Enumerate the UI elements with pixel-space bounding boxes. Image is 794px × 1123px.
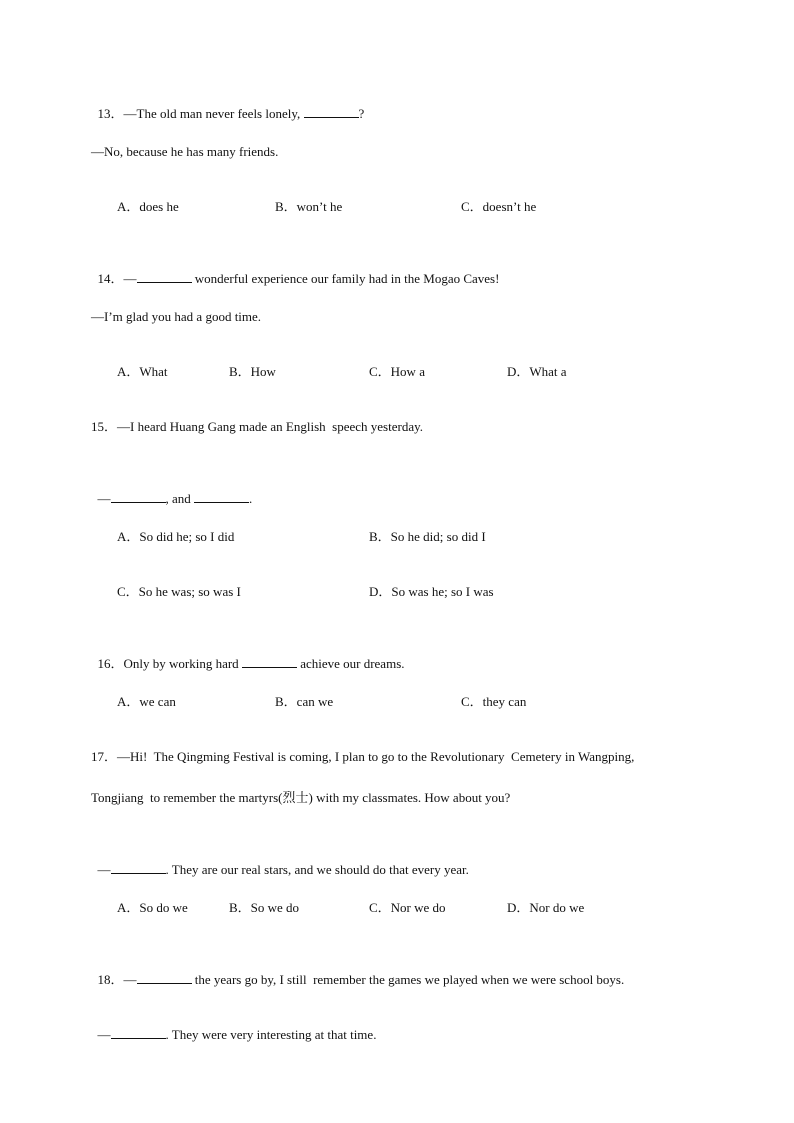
q13-option-b: B．won’t he (275, 199, 343, 214)
q17-stem-line2: Tongjiang to remember the martyrs(烈士) with my classmates. How about you? (91, 790, 511, 805)
answer-blank (304, 105, 359, 118)
answer-blank (111, 490, 166, 503)
q18-reply (91, 1010, 376, 1043)
q15-option-b: B．So he did; so did I (369, 529, 486, 544)
q15-reply-dash: — (97, 491, 111, 506)
answer-blank (137, 971, 192, 984)
q16-option-a: A．we can (117, 694, 176, 709)
q14-stem (91, 254, 499, 287)
q15-option-c: C．So he was; so was I (117, 584, 241, 599)
answer-blank (111, 1026, 166, 1039)
q15-option-d: D．So was he; so I was (369, 584, 494, 599)
q14-option-d: D．What a (507, 364, 567, 379)
q13-stem-text: 13．—The old man never feels lonely, (97, 106, 304, 121)
q14-stem-text: 14．— (97, 271, 137, 286)
q18-reply-end: . They were very interesting at that time. (165, 1027, 377, 1042)
q15-stem: 15．—I heard Huang Gang made an English speech yesterday. (91, 419, 423, 434)
answer-blank (242, 655, 297, 668)
q15-reply-mid: , and (165, 491, 195, 506)
q13-stem-end: ? (358, 106, 365, 121)
q16-stem (91, 639, 405, 672)
q14-stem-end: wonderful experience our family had in the Mogao Caves! (191, 271, 500, 286)
q14-option-c: C．How a (369, 364, 425, 379)
q16-option-b: B．can we (275, 694, 334, 709)
answer-blank (137, 270, 192, 283)
q17-option-b: B．So we do (229, 900, 300, 915)
q17-stem-line1: 17．—Hi! The Qingming Festival is coming, I plan to go to the Revolutionary Cemetery in Wangping, (91, 749, 635, 764)
q16-stem-text: 16．Only by working hard (97, 656, 242, 671)
q15-reply (91, 474, 252, 507)
q14-reply: —I’m glad you had a good time. (91, 309, 262, 324)
q15-option-a: A．So did he; so I did (117, 529, 235, 544)
answer-blank (194, 490, 249, 503)
q18-reply-dash: — (97, 1027, 111, 1042)
q17-option-c: C．Nor we do (369, 900, 446, 915)
answer-blank (111, 861, 166, 874)
q17-reply-dash: — (97, 862, 111, 877)
q14-option-b: B．How (229, 364, 276, 379)
q17-option-a: A．So do we (117, 900, 188, 915)
q16-option-c: C．they can (461, 694, 527, 709)
q17-option-d: D．Nor do we (507, 900, 585, 915)
q18-stem-end: the years go by, I still remember the games we played when we were school boys. (191, 972, 625, 987)
q16-stem-end: achieve our dreams. (296, 656, 405, 671)
q13-option-c: C．doesn’t he (461, 199, 537, 214)
q18-stem (91, 955, 624, 988)
q13-option-a: A．does he (117, 199, 179, 214)
q15-reply-end: . (249, 491, 253, 506)
q13-stem (91, 89, 364, 122)
q18-stem-text: 18．— (97, 972, 137, 987)
q17-reply-end: . They are our real stars, and we should do that every year. (165, 862, 469, 877)
q17-reply (91, 845, 469, 878)
q14-option-a: A．What (117, 364, 168, 379)
q13-reply: —No, because he has many friends. (91, 144, 279, 159)
